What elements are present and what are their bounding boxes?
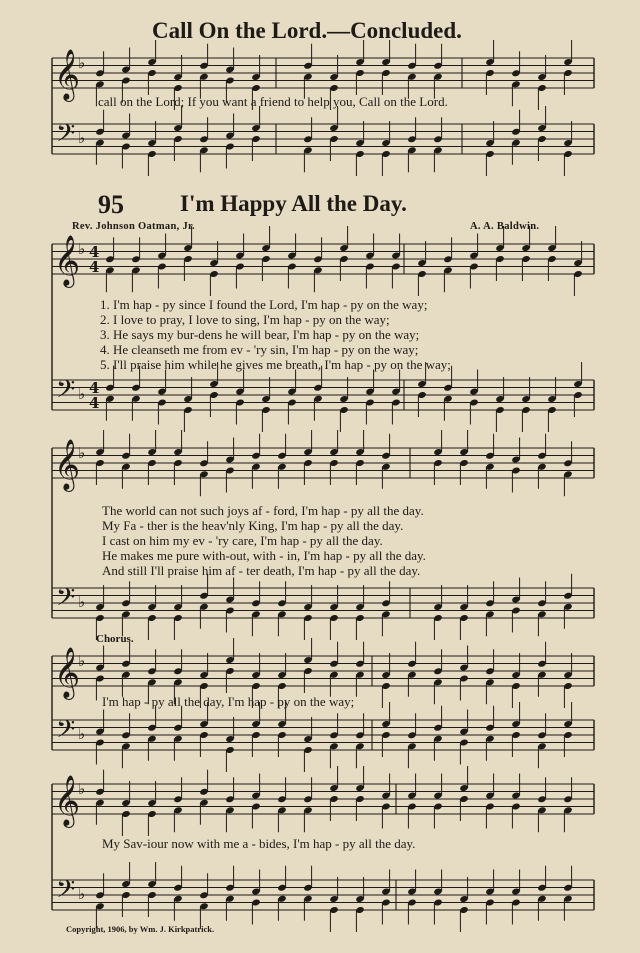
flat-sign-icon: ♭ (78, 385, 86, 403)
bass-clef-icon: 𝄢 (56, 119, 76, 154)
time-signature-digit: 4 (89, 258, 100, 276)
flat-sign-icon: ♭ (78, 444, 86, 462)
verse-line: My Fa - ther is the heav'nly King, I'm hap - py all the day. (102, 518, 404, 533)
hymn-title: I'm Happy All the Day. (180, 191, 407, 216)
verse-line: 1. I'm hap - py since I found the Lord, I'm hap - py on the way; (100, 297, 428, 312)
chorus-lyric: My Sav-iour now with me a - bides, I'm hap - py all the day. (102, 836, 416, 851)
verse-line: 2. I love to pray, I love to sing, I'm hap - py on the way; (100, 312, 390, 327)
bass-clef-icon: 𝄢 (56, 715, 76, 750)
time-signature-digit: 4 (89, 379, 100, 397)
flat-sign-icon: ♭ (78, 593, 86, 611)
flat-sign-icon: ♭ (78, 240, 86, 258)
treble-clef-icon: 𝄞 (54, 235, 81, 286)
concluded-title: Call On the Lord.—Concluded. (152, 18, 462, 43)
hymn-number: 95 (98, 190, 124, 219)
flat-sign-icon: ♭ (78, 129, 86, 147)
bass-clef-icon: 𝄢 (56, 583, 76, 618)
chorus-label: Chorus. (96, 633, 134, 645)
verse-line: I cast on him my ev - 'ry care, I'm hap - py all the day. (102, 533, 383, 548)
concluded-lyric: call on the Lord; If you want a friend to help you, Call on the Lord. (98, 94, 448, 109)
verse-line: 4. He cleanseth me from ev - 'ry sin, I'm hap - py on the way; (100, 342, 419, 357)
hymn-composer: A. A. Baldwin. (470, 221, 540, 232)
flat-sign-icon: ♭ (78, 725, 86, 743)
verse-line: He makes me pure with-out, with - in, I'm hap - py all the day. (102, 548, 426, 563)
verse-line: And still I'll praise him af - ter death, I'm hap - py all the day. (102, 563, 421, 578)
bass-clef-icon: 𝄢 (56, 375, 76, 410)
bass-clef-icon: 𝄢 (56, 875, 76, 910)
time-signature-digit: 4 (89, 394, 100, 412)
treble-clef-icon: 𝄞 (54, 647, 81, 698)
flat-sign-icon: ♭ (78, 780, 86, 798)
flat-sign-icon: ♭ (78, 885, 86, 903)
verse-line: 3. He says my bur-dens he will bear, I'm hap - py on the way; (100, 327, 420, 342)
treble-clef-icon: 𝄞 (54, 49, 81, 100)
verse-line: The world can not such joys af - ford, I'm hap - py all the day. (102, 503, 424, 518)
flat-sign-icon: ♭ (78, 652, 86, 670)
treble-clef-icon: 𝄞 (54, 439, 81, 490)
copyright: Copyright, 1906, by Wm. J. Kirkpatrick. (66, 924, 215, 934)
treble-clef-icon: 𝄞 (54, 775, 81, 826)
hymn-author: Rev. Johnson Oatman, Jr. (72, 221, 195, 232)
time-signature-digit: 4 (89, 243, 100, 261)
verse-line: 5. I'll praise him while he gives me breath, I'm hap - py on the way; (100, 357, 451, 372)
chorus-lyric: I'm hap - py all the day, I'm hap - py on the way; (102, 694, 355, 709)
flat-sign-icon: ♭ (78, 54, 86, 72)
